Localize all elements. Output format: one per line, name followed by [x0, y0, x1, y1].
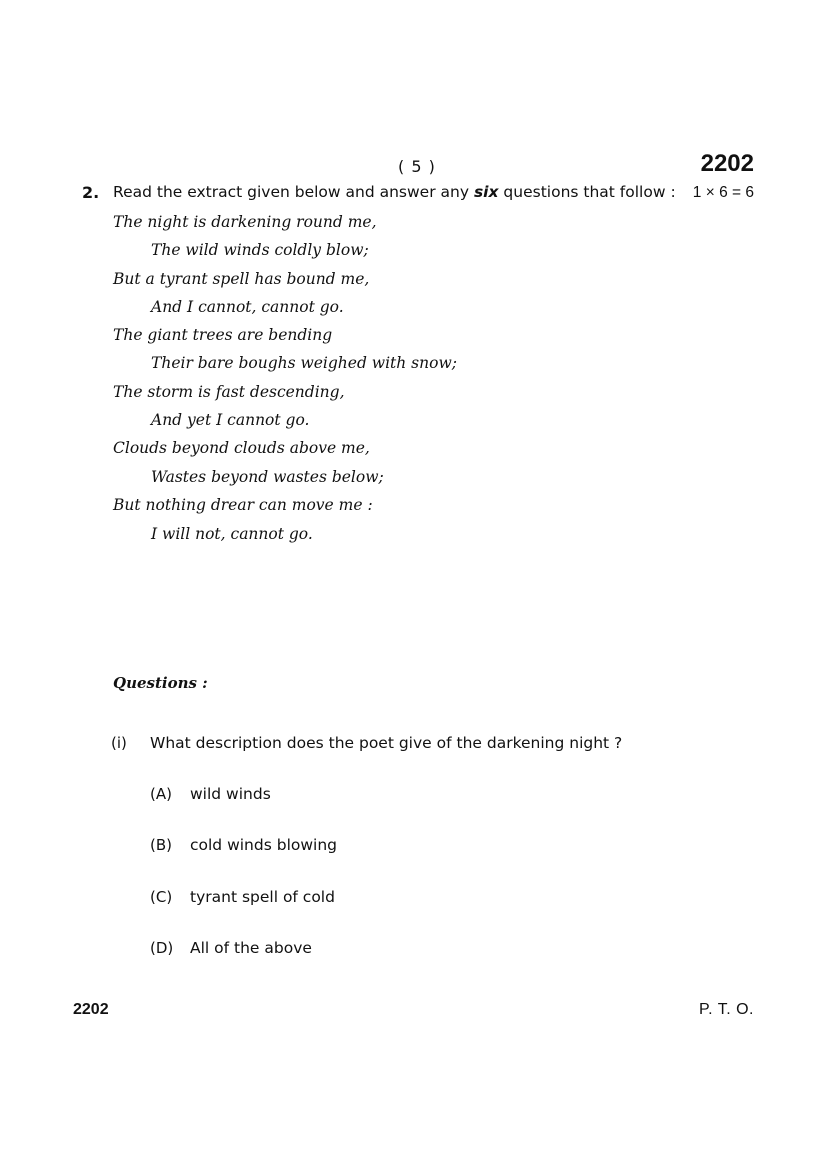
question-instruction — [113, 183, 676, 201]
marks-allocation: 1 × 6 = 6 — [692, 184, 754, 201]
option-text: All of the above — [190, 939, 312, 957]
poem-line: But nothing drear can move me : — [113, 496, 373, 514]
poem-line: Clouds beyond clouds above me, — [113, 439, 370, 457]
question-number: 2. — [82, 183, 100, 202]
poem-line: I will not, cannot go. — [151, 525, 313, 543]
poem-line: Wastes beyond wastes below; — [151, 468, 384, 486]
poem-line: The wild winds coldly blow; — [151, 241, 369, 259]
poem-line: The night is darkening round me, — [113, 213, 377, 231]
instruction-text-start: Read the extract given below and answer any — [113, 183, 474, 201]
instruction-text-end: questions that follow : — [498, 183, 676, 201]
poem-line: And I cannot, cannot go. — [151, 298, 344, 316]
option-label: (A) — [150, 785, 172, 803]
option-text: cold winds blowing — [190, 836, 338, 854]
sub-question-text: What description does the poet give of the darkening night ? — [150, 734, 623, 752]
poem-line: The storm is fast descending, — [113, 383, 345, 401]
poem-line: And yet I cannot go. — [151, 411, 310, 429]
option-text: tyrant spell of cold — [190, 888, 335, 906]
option-label: (B) — [150, 836, 172, 854]
paper-code-footer: 2202 — [73, 1001, 109, 1018]
option-label: (D) — [150, 939, 174, 957]
instruction-emphasis: six — [473, 183, 499, 201]
option-label: (C) — [150, 888, 173, 906]
poem-line: Their bare boughs weighed with snow; — [151, 354, 457, 372]
paper-code-header: 2202 — [700, 150, 754, 177]
questions-heading: Questions : — [113, 674, 208, 692]
option-text: wild winds — [190, 785, 271, 803]
poem-line: The giant trees are bending — [113, 326, 333, 344]
sub-question-label: (i) — [111, 734, 127, 752]
poem-line: But a tyrant spell has bound me, — [113, 270, 370, 288]
pto-label: P. T. O. — [699, 1001, 754, 1018]
page-number: ( 5 ) — [398, 157, 436, 176]
